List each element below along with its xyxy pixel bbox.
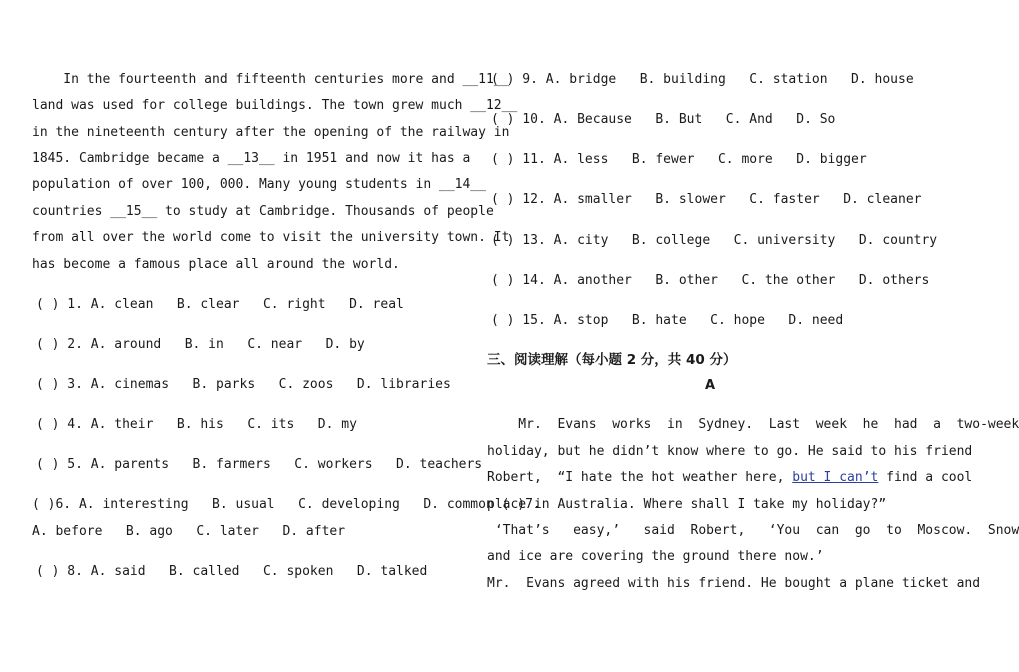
reading-text: Robert, “I hate the hot weather here, bbox=[487, 470, 793, 485]
passage-line: land was used for college buildings. The town grew much __12__ bbox=[32, 98, 518, 113]
question-item: ( ) 15. A. stop B. hate C. hope D. need bbox=[491, 313, 844, 328]
passage-line: In the fourteenth and fifteenth centuries more and __11__ bbox=[32, 72, 510, 87]
passage-line: from all over the world come to visit the university town. It bbox=[32, 230, 510, 245]
question-item: ( ) 13. A. city B. college C. university D. country bbox=[491, 233, 938, 248]
question-item: ( ) 14. A. another B. other C. the other D. others bbox=[491, 273, 930, 288]
question-item: ( ) 11. A. less B. fewer C. more D. bigger bbox=[491, 152, 867, 167]
question-item: ( ) 2. A. around B. in C. near D. by bbox=[36, 337, 365, 352]
passage-line: population of over 100, 000. Many young students in __14__ bbox=[32, 177, 486, 192]
reading-line: Mr. Evans works in Sydney. Last week he had a two-week bbox=[487, 417, 1019, 432]
question-item: ( ) 5. A. parents B. farmers C. workers D. teachers bbox=[36, 457, 483, 472]
reading-line: holiday, but he didn’t know where to go. He said to his friend bbox=[487, 444, 973, 459]
reading-line bbox=[487, 469, 972, 487]
question-item: ( ) 12. A. smaller B. slower C. faster D. cleaner bbox=[491, 192, 922, 207]
question-item: A. before B. ago C. later D. after bbox=[32, 524, 346, 539]
passage-line: has become a famous place all around the world. bbox=[32, 257, 400, 272]
question-item: ( ) 9. A. bridge B. building C. station D. house bbox=[491, 72, 914, 87]
question-item: ( ) 4. A. their B. his C. its D. my bbox=[36, 417, 357, 432]
question-item: ( ) 10. A. Because B. But C. And D. So bbox=[491, 112, 836, 127]
question-item: ( ) 8. A. said B. called C. spoken D. talked bbox=[36, 564, 428, 579]
passage-line: 1845. Cambridge became a __13__ in 1951 and now it has a bbox=[32, 151, 471, 166]
question-item: ( )6. A. interesting B. usual C. developing D. common ( )7. bbox=[32, 497, 541, 512]
question-item: ( ) 3. A. cinemas B. parks C. zoos D. libraries bbox=[36, 377, 451, 392]
passage-line: countries __15__ to study at Cambridge. Thousands of people bbox=[32, 204, 494, 219]
reading-text: find a cool bbox=[878, 470, 973, 485]
question-item: ( ) 1. A. clean B. clear C. right D. real bbox=[36, 297, 404, 312]
underlined-phrase: but I can’t bbox=[792, 470, 879, 485]
reading-line: ‘That’s easy,’ said Robert, ‘You can go to Moscow. Snow bbox=[487, 523, 1019, 538]
reading-line: and ice are covering the ground there now.’ bbox=[487, 549, 824, 564]
passage-label: A bbox=[705, 378, 716, 393]
reading-line: Mr. Evans agreed with his friend. He bought a plane ticket and bbox=[487, 576, 981, 591]
reading-line: place in Australia. Where shall I take my holiday?” bbox=[487, 497, 887, 512]
section-title: 三、阅读理解（每小题 2 分，共 40 分） bbox=[487, 352, 737, 368]
passage-line: in the nineteenth century after the opening of the railway in bbox=[32, 125, 510, 140]
